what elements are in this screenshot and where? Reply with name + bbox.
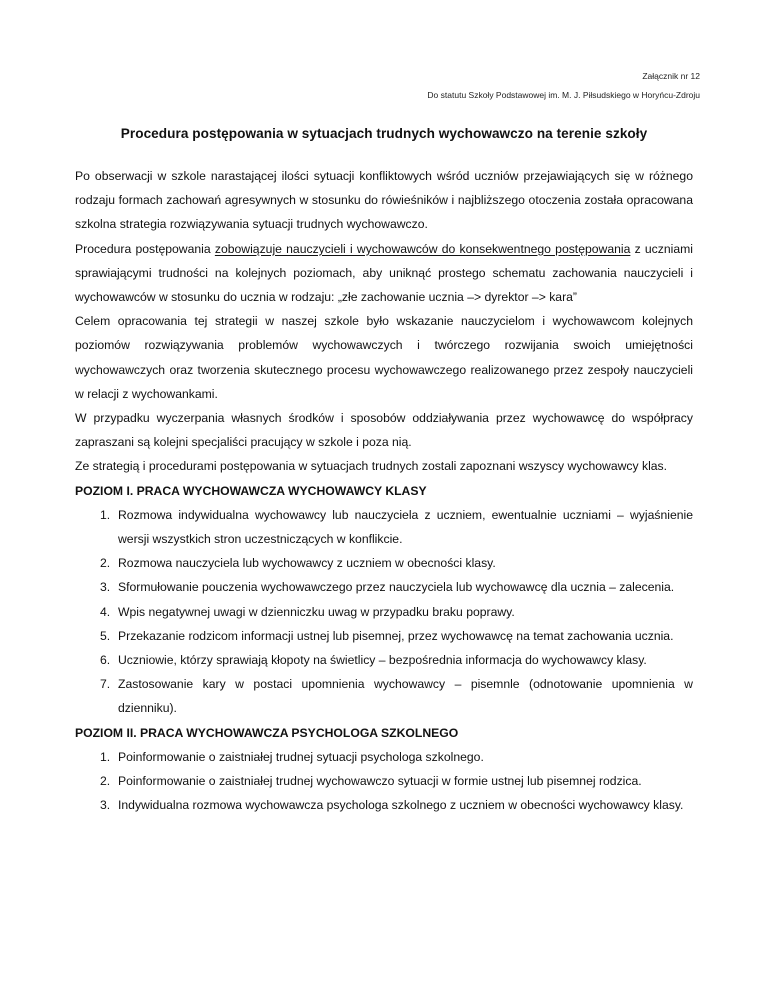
list-item [100, 672, 693, 720]
procedure-paragraph [75, 237, 693, 310]
list-item-text: Poinformowanie o zaistniałej trudnej wychowawczo sytuacji w formie ustnej lub pisemnej rodzica. [118, 774, 642, 789]
procedure-obligation-underlined: zobowiązuje nauczycieli i wychowawców do konsekwentnego postępowania [214, 241, 631, 256]
list-item-number: 7. [100, 677, 111, 692]
list-item [100, 769, 693, 793]
list-item-text: Wpis negatywnej uwagi w dzienniczku uwag w przypadku braku poprawy. [118, 604, 515, 619]
list-item [100, 575, 693, 599]
level-2-heading: POZIOM II. PRACA WYCHOWAWCZA PSYCHOLOGA SZKOLNEGO [75, 725, 459, 740]
level-2-list [75, 745, 693, 818]
list-item-number: 1. [100, 507, 111, 522]
list-item [100, 624, 693, 648]
procedure-paragraph-start: Procedura postępowania [75, 241, 215, 256]
list-item-text: Zastosowanie kary w postaci upomnienia wychowawcy – pisemnle (odnotowanie upomnienia w dzienniku). [118, 677, 693, 716]
list-item [100, 551, 693, 575]
specialists-paragraph: W przypadku wyczerpania własnych środków i sposobów oddziaływania przez wychowawcę do współpracy zapraszani są kolejni specjaliści pracujący w szkole i poza nią. [75, 411, 693, 450]
list-item-text: Indywidualna rozmowa wychowawcza psychologa szkolnego z uczniem w obecności wychowawcy klasy. [118, 798, 684, 813]
list-item [100, 503, 693, 551]
list-item-number: 3. [100, 580, 111, 595]
list-item-text: Uczniowie, którzy sprawiają kłopoty na świetlicy – bezpośrednia informacja do wychowawcy klasy. [118, 653, 647, 668]
list-item-text: Sformułowanie pouczenia wychowawczego przez nauczyciela lub wychowawcę dla ucznia – zalecenia. [118, 580, 675, 595]
intro-paragraph: Po obserwacji w szkole narastającej ilości sytuacji konfliktowych wśród uczniów przejawiających się w różnego rodzaju formach zachowań agresywnych w stosunku do rówieśników i najbliższego otoczenia została opracowana szkolna strategia rozwiązywania sytuacji trudnych wychowawczo. [75, 169, 693, 232]
list-item-text: Rozmowa indywidualna wychowawcy lub nauczyciela z uczniem, ewentualnie uczniami – wyjaśnienie wersji wszystkich stron uczestniczących w konflikcie. [118, 507, 693, 547]
list-item-number: 4. [100, 604, 111, 619]
procedure-paragraph-end: z uczniami sprawiającymi trudności na kolejnych poziomach, aby uniknąć prostego schematu zachowania nauczycieli i wychowawców w stosunku do ucznia w rodzaju: „złe zachowanie ucznia –> dyrektor –> kara” [75, 241, 693, 305]
list-item-text: Przekazanie rodzicom informacji ustnej lub pisemnej, przez wychowawcę na temat zachowania ucznia. [118, 628, 674, 643]
list-item-number: 6. [100, 653, 111, 668]
level-1-list [75, 503, 693, 721]
list-item-text: Rozmowa nauczyciela lub wychowawcy z uczniem w obecności klasy. [118, 556, 496, 571]
goal-paragraph: Celem opracowania tej strategii w naszej szkole było wskazanie nauczycielom i wychowawcom kolejnych poziomów rozwiązywania problemów wychowawczych i twórczego rozwijania swoich umiejętności wychowawczych oraz tworzenia skutecznego procesu wychowawczego realizowanego przez zespoły nauczycieli w relacji z wychowankami. [75, 314, 693, 401]
statute-reference: Do statutu Szkoły Podstawowej im. M. J. Piłsudskiego w Horyńcu-Zdroju [427, 90, 700, 100]
list-item [100, 600, 693, 624]
list-item [100, 745, 693, 769]
acquaintance-paragraph: Ze strategią i procedurami postępowania w sytuacjach trudnych zostali zapoznani wszyscy wychowawcy klas. [75, 459, 668, 474]
list-item-text: Poinformowanie o zaistniałej trudnej sytuacji psychologa szkolnego. [118, 749, 484, 764]
list-item-number: 2. [100, 556, 111, 571]
level-1-heading: POZIOM I. PRACA WYCHOWAWCZA WYCHOWAWCY KLASY [75, 483, 427, 498]
list-item-number: 2. [100, 774, 111, 789]
list-item-number: 3. [100, 798, 111, 813]
document-header [427, 67, 700, 105]
list-item [100, 793, 693, 817]
document-title: Procedura postępowania w sytuacjach trudnych wychowawczo na terenie szkoły [120, 126, 648, 141]
attachment-number: Załącznik nr 12 [642, 71, 700, 81]
document-body [75, 164, 693, 817]
list-item-number: 1. [100, 749, 111, 764]
list-item [100, 648, 693, 672]
list-item-number: 5. [100, 628, 111, 643]
